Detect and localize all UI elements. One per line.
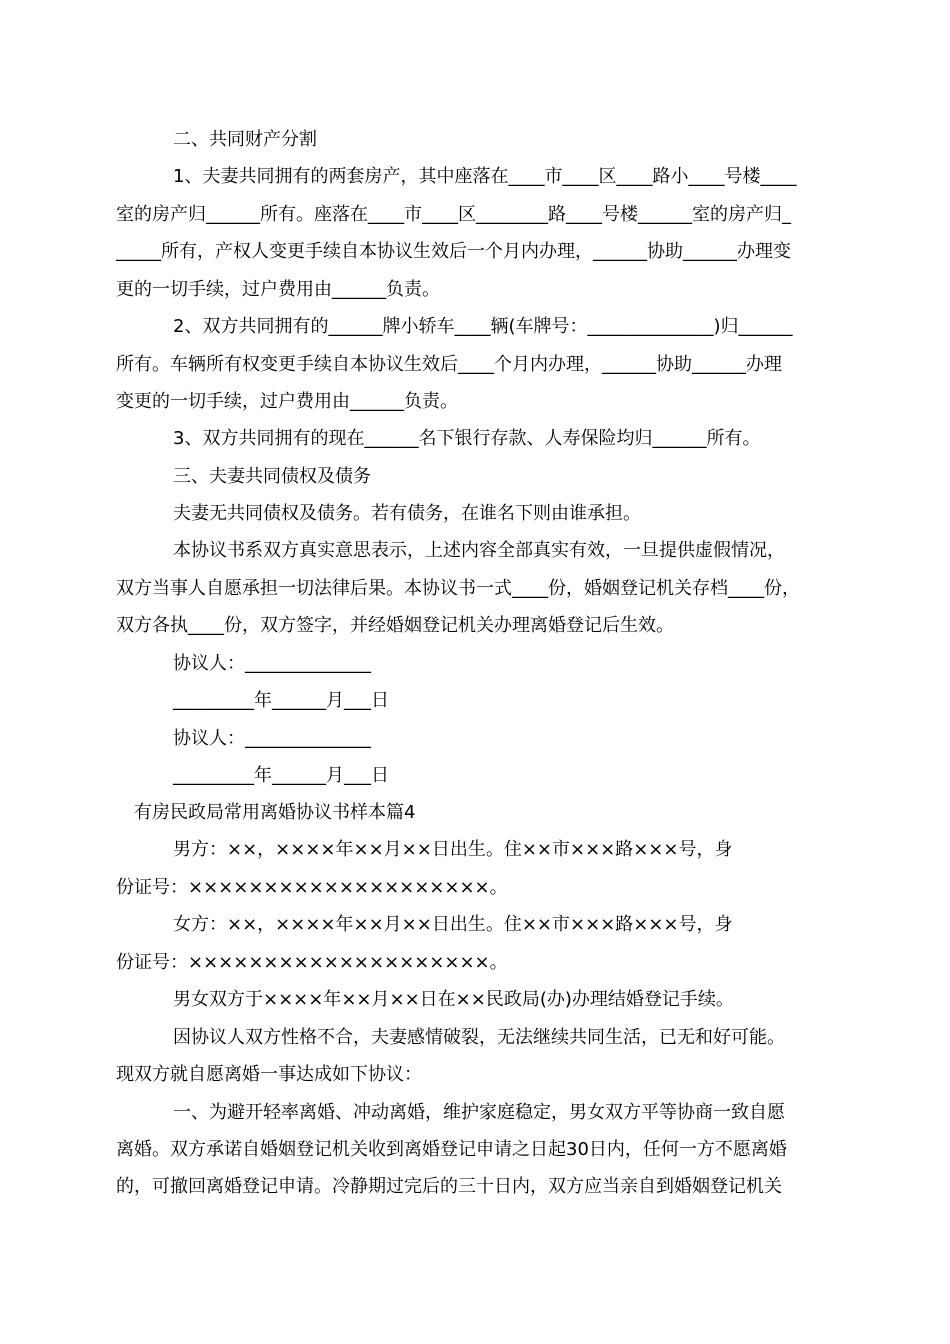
article-title: 有房民政局常用离婚协议书样本篇4 (134, 802, 416, 823)
paragraph-line: 离婚。双方承诺自婚姻登记机关收到离婚登记申请之日起30日内，任何一方不愿离婚 (116, 1139, 787, 1160)
paragraph-line: 一、为避开轻率离婚、冲动离婚，维护家庭稳定，男女双方平等协商一致自愿 (173, 1102, 785, 1123)
paragraph-line: 份证号：××××××××××××××××××××。 (116, 877, 508, 898)
paragraph-line: 所有。车辆所有权变更手续自本协议生效后____个月内办理，______协助______办理 (116, 354, 782, 375)
paragraph-line: 双方各执____份，双方签字，并经婚姻登记机关办理离婚登记后生效。 (116, 615, 674, 636)
paragraph-line: 夫妻无共同债权及债务。若有债务，在谁名下则由谁承担。 (173, 503, 641, 524)
date-line: _________年______月___日 (173, 690, 389, 711)
paragraph-line: 的，可撤回离婚登记申请。冷静期过完后的三十日内，双方应当亲自到婚姻登记机关 (116, 1176, 782, 1197)
paragraph-line: 现双方就自愿离婚一事达成如下协议： (116, 1064, 422, 1085)
paragraph-line: 双方当事人自愿承担一切法律后果。本协议书一式____份，婚姻登记机关存档____份， (116, 578, 800, 599)
paragraph-line: 室的房产归______所有。座落在____市____区________路____号楼______室的房产归_ (116, 204, 791, 225)
paragraph-line: _____所有，产权人变更手续自本协议生效后一个月内办理，______协助______办理变 (116, 241, 791, 262)
paragraph-line: 1、夫妻共同拥有的两套房产，其中座落在____市____区____路小____号楼____ (173, 166, 797, 187)
paragraph-line: 因协议人双方性格不合，夫妻感情破裂，无法继续共同生活，已无和好可能。 (173, 1027, 785, 1048)
date-line: _________年______月___日 (173, 765, 389, 786)
paragraph-line: 更的一切手续，过户费用由______负责。 (116, 279, 440, 300)
paragraph-line: 男方：××，××××年××月××日出生。住××市×××路×××号，身 (173, 839, 733, 860)
paragraph-line: 男女双方于××××年××月××日在××民政局(办)办理结婚登记手续。 (173, 989, 734, 1010)
section-heading-property-division: 二、共同财产分割 (173, 129, 317, 150)
paragraph-line: 变更的一切手续，过户费用由______负责。 (116, 391, 458, 412)
paragraph-line: 3、双方共同拥有的现在______名下银行存款、人寿保险均归______所有。 (173, 428, 761, 449)
signature-line: 协议人：______________ (173, 728, 371, 749)
paragraph-line: 份证号：××××××××××××××××××××。 (116, 952, 508, 973)
paragraph-line: 女方：××，××××年××月××日出生。住××市×××路×××号，身 (173, 914, 733, 935)
section-heading-debts: 三、夫妻共同债权及债务 (173, 466, 371, 487)
signature-line: 协议人：______________ (173, 653, 371, 674)
paragraph-line: 2、双方共同拥有的______牌小轿车____辆(车牌号：______________)归______ (173, 316, 793, 337)
paragraph-line: 本协议书系双方真实意思表示，上述内容全部真实有效，一旦提供虚假情况， (173, 540, 785, 561)
